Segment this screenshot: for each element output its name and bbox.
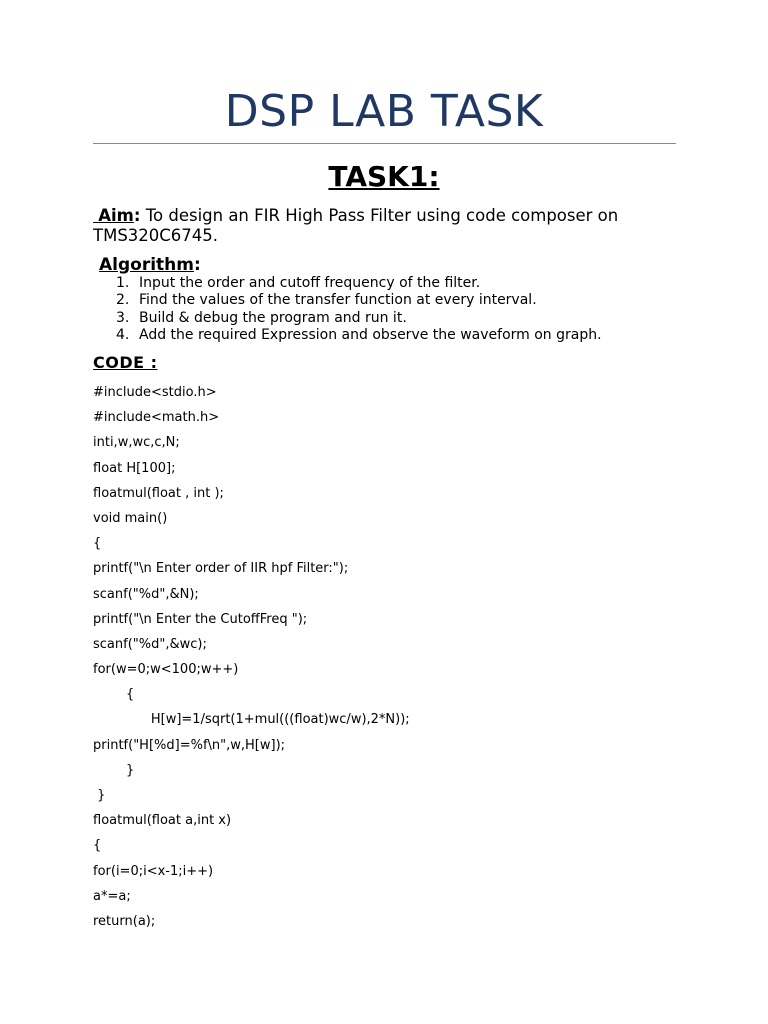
code-block (93, 380, 410, 934)
algorithm-step (93, 275, 602, 292)
code-line: for(w=0;w<100;w++) (93, 662, 239, 678)
algorithm-step-number: 3. (116, 309, 130, 326)
code-line: #include<math.h> (93, 410, 220, 426)
code-line: inti,w,wc,c,N; (93, 435, 180, 451)
code-line: floatmul(float a,int x) (93, 813, 232, 829)
code-line: scanf("%d",&N); (93, 586, 199, 602)
code-line: printf("\n Enter the CutoffFreq "); (93, 611, 308, 627)
code-line: printf("H[%d]=%f\n",w,H[w]); (93, 737, 286, 753)
code-line: scanf("%d",&wc); (93, 636, 207, 652)
algorithm-step (93, 292, 602, 309)
code-line: H[w]=1/sqrt(1+mul(((float)wc/w),2*N)); (93, 712, 410, 728)
code-line: for(i=0;i<x-1;i++) (93, 863, 214, 879)
algorithm-step (93, 310, 602, 327)
aim-colon: : (133, 206, 141, 225)
code-line: printf("\n Enter order of IIR hpf Filter:"); (93, 561, 349, 577)
code-line: #include<stdio.h> (93, 385, 217, 400)
code-line: } (93, 788, 106, 803)
code-line: { (93, 536, 102, 552)
document-title: DSP LAB TASK (224, 86, 544, 137)
aim-text: To design an FIR High Pass Filter using code composer on TMS320C6745. (93, 206, 619, 245)
algorithm-step-number: 4. (116, 326, 130, 343)
algorithm-step (93, 327, 602, 344)
aim-label: Aim (98, 206, 134, 225)
algorithm-step-text: Add the required Expression and observe the waveform on graph. (139, 326, 602, 343)
code-heading: CODE : (93, 353, 158, 372)
code-line: { (93, 687, 135, 703)
algorithm-label: Algorithm (99, 255, 194, 275)
algorithm-step-text: Input the order and cutoff frequency of the filter. (139, 275, 481, 291)
algorithm-heading (99, 255, 201, 275)
aim-paragraph (93, 206, 693, 246)
title-underline-rule (93, 143, 676, 144)
code-line: void main() (93, 510, 168, 526)
algorithm-steps-list (93, 275, 602, 344)
algorithm-step-number: 1. (116, 275, 130, 291)
code-line: floatmul(float , int ); (93, 485, 224, 501)
algorithm-colon: : (194, 255, 201, 275)
code-line: float H[100]; (93, 460, 176, 476)
algorithm-step-text: Find the values of the transfer function at every interval. (139, 292, 537, 309)
algorithm-step-text: Build & debug the program and run it. (139, 309, 407, 326)
code-line: { (93, 838, 102, 854)
task-heading: TASK1: (328, 160, 440, 193)
code-line: a*=a; (93, 888, 131, 904)
code-line: return(a); (93, 913, 156, 929)
code-line: } (93, 762, 135, 778)
algorithm-step-number: 2. (116, 292, 130, 309)
